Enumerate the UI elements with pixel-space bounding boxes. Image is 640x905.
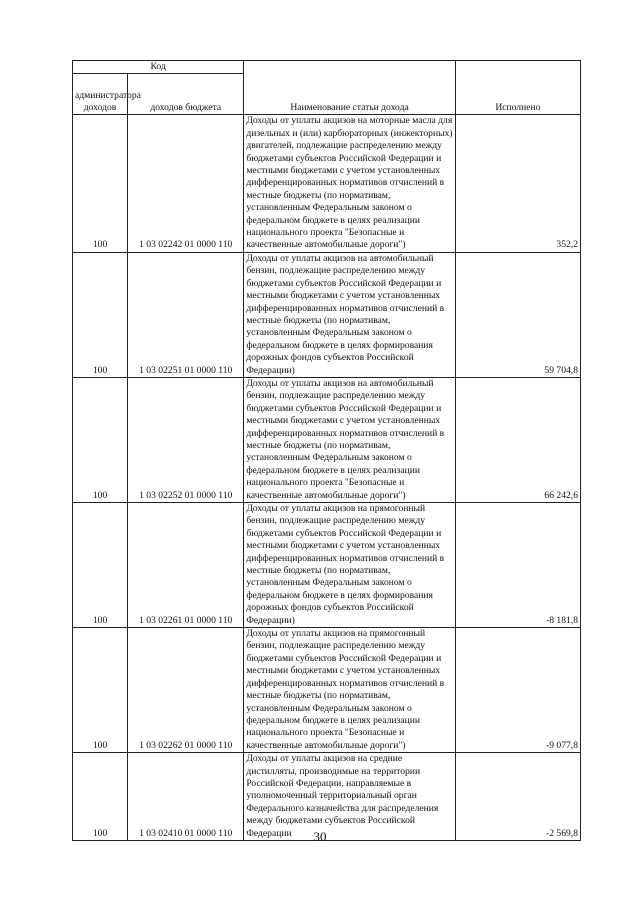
- revenue-table: [72, 60, 581, 841]
- executed-value-cell: 59 704,8: [455, 252, 580, 377]
- table-row: [73, 115, 581, 252]
- executed-value-cell: -2 569,8: [455, 753, 580, 841]
- name-column-header: Наименование статьи дохода: [244, 61, 455, 115]
- income-name-cell: Доходы от уплаты акцизов на средние дистилляты, производимые на территории Российской Федерации, направляемые в уполномоченный территориальный орган Федерального казначейства для распределения между бюджетами субъектов Российской Федерации: [244, 753, 455, 841]
- income-name-cell: Доходы от уплаты акцизов на автомобильный бензин, подлежащие распределению между бюджетами субъектов Российской Федерации и местными бюджетами с учетом установленных дифференцированных нормативов отчислений в местные бюджеты (по нормативам, установленным Федеральным законом о федеральном бюджете в целях реализации национального проекта "Безопасные и качественные автомобильные дороги"): [244, 377, 455, 502]
- executed-value-cell: -9 077,8: [455, 628, 580, 753]
- budget-code-cell: 1 03 02252 01 0000 110: [128, 377, 244, 502]
- budget-code-cell: 1 03 02262 01 0000 110: [128, 628, 244, 753]
- budget-code-cell: 1 03 02242 01 0000 110: [128, 115, 244, 252]
- admin-code-cell: 100: [73, 252, 128, 377]
- executed-value-cell: 352,2: [455, 115, 580, 252]
- table-row: [73, 252, 581, 377]
- exec-column-header: Исполнено: [455, 61, 580, 115]
- admin-column-header: администратора доходов: [73, 74, 128, 115]
- admin-code-cell: 100: [73, 115, 128, 252]
- executed-value-cell: -8 181,8: [455, 503, 580, 628]
- income-name-cell: Доходы от уплаты акцизов на автомобильный бензин, подлежащие распределению между бюджетами субъектов Российской Федерации и местными бюджетами с учетом установленных дифференцированных нормативов отчислений в местные бюджеты (по нормативам, установленным Федеральным законом о федеральном бюджете в целях формирования дорожных фондов субъектов Российской Федерации): [244, 252, 455, 377]
- code-group-header: Код: [73, 61, 244, 74]
- admin-code-cell: 100: [73, 628, 128, 753]
- income-name-cell: Доходы от уплаты акцизов на прямогонный бензин, подлежащие распределению между бюджетами субъектов Российской Федерации и местными бюджетами с учетом установленных дифференцированных нормативов отчислений в местные бюджеты (по нормативам, установленным Федеральным законом о федеральном бюджете в целях формирования дорожных фондов субъектов Российской Федерации): [244, 503, 455, 628]
- table-row: [73, 753, 581, 841]
- budget-code-cell: 1 03 02410 01 0000 110: [128, 753, 244, 841]
- income-name-cell: Доходы от уплаты акцизов на прямогонный бензин, подлежащие распределению между бюджетами субъектов Российской Федерации и местными бюджетами с учетом установленных дифференцированных нормативов отчислений в местные бюджеты (по нормативам, установленным Федеральным законом о федеральном бюджете в целях реализации национального проекта "Безопасные и качественные автомобильные дороги"): [244, 628, 455, 753]
- budget-code-cell: 1 03 02251 01 0000 110: [128, 252, 244, 377]
- header-row-top: [73, 61, 581, 74]
- executed-value-cell: 66 242,6: [455, 377, 580, 502]
- budget-column-header: доходов бюджета: [128, 74, 244, 115]
- admin-code-cell: 100: [73, 377, 128, 502]
- table-row: [73, 377, 581, 502]
- income-name-cell: Доходы от уплаты акцизов на моторные масла для дизельных и (или) карбюраторных (инжекторных) двигателей, подлежащие распределению между бюджетами субъектов Российской Федерации и местными бюджетами с учетом установленных дифференцированных нормативов отчислений в местные бюджеты (по нормативам, установленным Федеральным законом о федеральном бюджете в целях реализации национального проекта "Безопасные и качественные автомобильные дороги"): [244, 115, 455, 252]
- admin-code-cell: 100: [73, 503, 128, 628]
- page-number: 30: [313, 829, 327, 844]
- table-row: [73, 503, 581, 628]
- table-row: [73, 628, 581, 753]
- admin-code-cell: 100: [73, 753, 128, 841]
- budget-code-cell: 1 03 02261 01 0000 110: [128, 503, 244, 628]
